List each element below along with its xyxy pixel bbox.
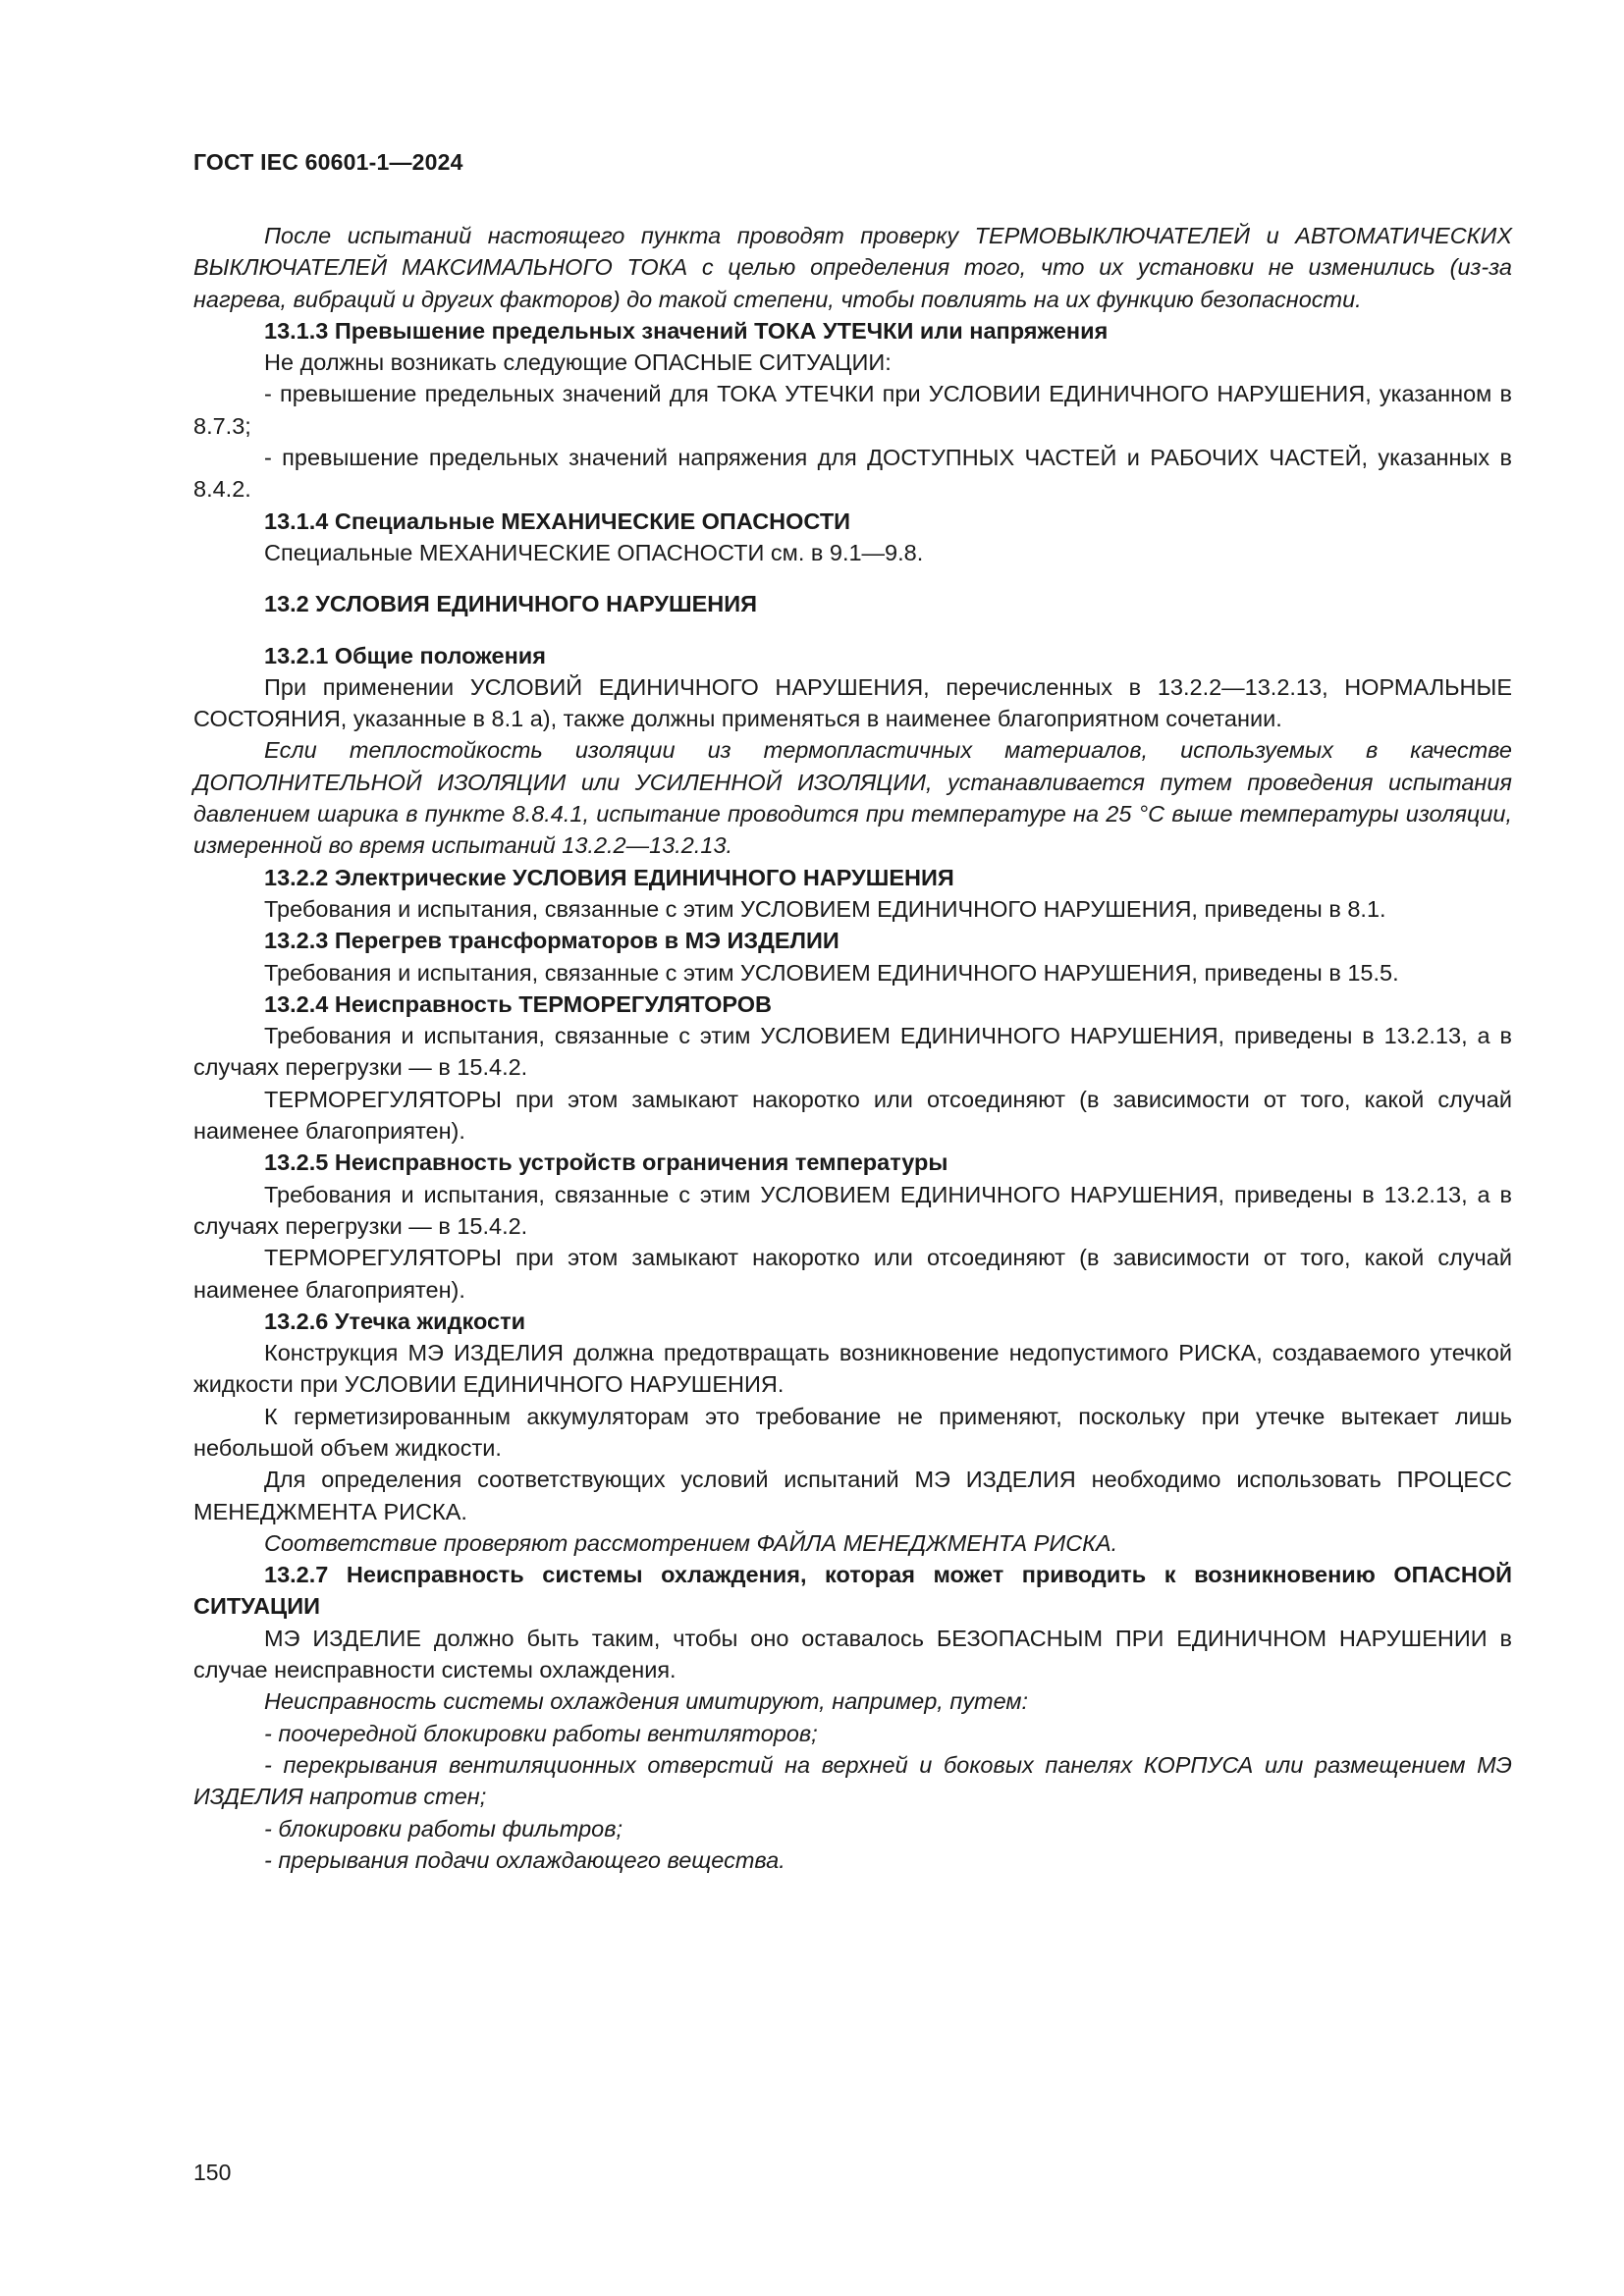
subsection-heading: 13.2.6 Утечка жидкости [264, 1308, 526, 1334]
subsection-heading: 13.2.7 Неисправность системы охлаждения, которая может приводить к возникновению ОПАСНОЙ СИТУАЦИИ [193, 1562, 1512, 1620]
paragraph: ТЕРМОРЕГУЛЯТОРЫ при этом замыкают накоротко или отсоединяют (в зависимости от того, какой случай наименее благоприятен). [193, 1245, 1512, 1303]
subsection-heading: 13.1.3 Превышение предельных значений ТОКА УТЕЧКИ или напряжения [264, 317, 1109, 344]
page-number: 150 [193, 2160, 232, 2185]
paragraph: МЭ ИЗДЕЛИЕ должно быть таким, чтобы оно оставалось БЕЗОПАСНЫМ ПРИ ЕДИНИЧНОМ НАРУШЕНИИ в случае неисправности системы охлаждения. [193, 1625, 1512, 1683]
paragraph: Требования и испытания, связанные с этим УСЛОВИЕМ ЕДИНИЧНОГО НАРУШЕНИЯ, приведены в 13.2.13, а в случаях перегрузки — в 15.4.2. [193, 1181, 1512, 1239]
paragraph: Конструкция МЭ ИЗДЕЛИЯ должна предотвращать возникновение недопустимого РИСКА, создаваемого утечкой жидкости при УСЛОВИИ ЕДИНИЧНОГО НАРУШЕНИЯ. [193, 1340, 1512, 1398]
list-item: - перекрывания вентиляционных отверстий на верхней и боковых панелях КОРПУСА или размещением МЭ ИЗДЕЛИЯ напротив стен; [193, 1751, 1512, 1810]
list-item: - блокировки работы фильтров; [264, 1815, 623, 1842]
paragraph: Не должны возникать следующие ОПАСНЫЕ СИТУАЦИИ: [264, 349, 892, 376]
paragraph: Специальные МЕХАНИЧЕСКИЕ ОПАСНОСТИ см. в 9.1—9.8. [264, 539, 924, 565]
list-item: - превышение предельных значений напряжения для ДОСТУПНЫХ ЧАСТЕЙ и РАБОЧИХ ЧАСТЕЙ, указанных в 8.4.2. [193, 445, 1512, 503]
section-heading: 13.2 УСЛОВИЯ ЕДИНИЧНОГО НАРУШЕНИЯ [264, 591, 758, 617]
document-body [193, 220, 1512, 1876]
paragraph: Требования и испытания, связанные с этим УСЛОВИЕМ ЕДИНИЧНОГО НАРУШЕНИЯ, приведены в 15.5. [264, 959, 1399, 986]
subsection-heading: 13.2.5 Неисправность устройств ограничения температуры [264, 1149, 948, 1176]
paragraph: К герметизированным аккумуляторам это требование не применяют, поскольку при утечке вытекает лишь небольшой объем жидкости. [193, 1403, 1512, 1461]
subsection-heading: 13.1.4 Специальные МЕХАНИЧЕСКИЕ ОПАСНОСТИ [264, 507, 851, 534]
subsection-heading: 13.2.3 Перегрев трансформаторов в МЭ ИЗДЕЛИИ [264, 928, 839, 954]
list-item: - прерывания подачи охлаждающего вещества. [264, 1846, 785, 1873]
paragraph: Требования и испытания, связанные с этим УСЛОВИЕМ ЕДИНИЧНОГО НАРУШЕНИЯ, приведены в 8.1. [264, 895, 1386, 922]
document-header: ГОСТ IEC 60601-1—2024 [193, 149, 463, 175]
subsection-heading: 13.2.2 Электрические УСЛОВИЯ ЕДИНИЧНОГО НАРУШЕНИЯ [264, 864, 954, 890]
list-item: - поочередной блокировки работы вентиляторов; [264, 1720, 818, 1746]
paragraph: Соответствие проверяют рассмотрением ФАЙЛА МЕНЕДЖМЕНТА РИСКА. [264, 1529, 1118, 1556]
list-item: - превышение предельных значений для ТОКА УТЕЧКИ при УСЛОВИИ ЕДИНИЧНОГО НАРУШЕНИЯ, указанном в 8.7.3; [193, 381, 1512, 439]
subsection-heading: 13.2.1 Общие положения [264, 642, 546, 668]
paragraph: Неисправность системы охлаждения имитируют, например, путем: [264, 1688, 1029, 1715]
paragraph: Для определения соответствующих условий испытаний МЭ ИЗДЕЛИЯ необходимо использовать ПРОЦЕСС МЕНЕДЖМЕНТА РИСКА. [193, 1467, 1512, 1524]
paragraph: Если теплостойкость изоляции из термопластичных материалов, используемых в качестве ДОПОЛНИТЕЛЬНОЙ ИЗОЛЯЦИИ или УСИЛЕННОЙ ИЗОЛЯЦИИ, устанавливается путем проведения испытания давлением шарика в пункте 8.8.4.1, испытание проводится при температуре на 25 °С выше температуры изоляции, измеренной во время испытаний 13.2.2—13.2.13. [193, 737, 1512, 859]
paragraph: ТЕРМОРЕГУЛЯТОРЫ при этом замыкают накоротко или отсоединяют (в зависимости от того, какой случай наименее благоприятен). [193, 1086, 1512, 1145]
paragraph: Требования и испытания, связанные с этим УСЛОВИЕМ ЕДИНИЧНОГО НАРУШЕНИЯ, приведены в 13.2.13, а в случаях перегрузки — в 15.4.2. [193, 1023, 1512, 1081]
subsection-heading: 13.2.4 Неисправность ТЕРМОРЕГУЛЯТОРОВ [264, 990, 772, 1017]
paragraph: При применении УСЛОВИЙ ЕДИНИЧНОГО НАРУШЕНИЯ, перечисленных в 13.2.2—13.2.13, НОРМАЛЬНЫЕ СОСТОЯНИЯ, указанные в 8.1 а), также должны применяться в наименее благоприятном сочетании. [193, 673, 1512, 732]
paragraph: После испытаний настоящего пункта проводят проверку ТЕРМОВЫКЛЮЧАТЕЛЕЙ и АВТОМАТИЧЕСКИХ ВЫКЛЮЧАТЕЛЕЙ МАКСИМАЛЬНОГО ТОКА с целью определения того, что их установки не изменились (из-за нагрева, вибраций и других факторов) до такой степени, чтобы повлиять на их функцию безопасности. [193, 223, 1512, 312]
